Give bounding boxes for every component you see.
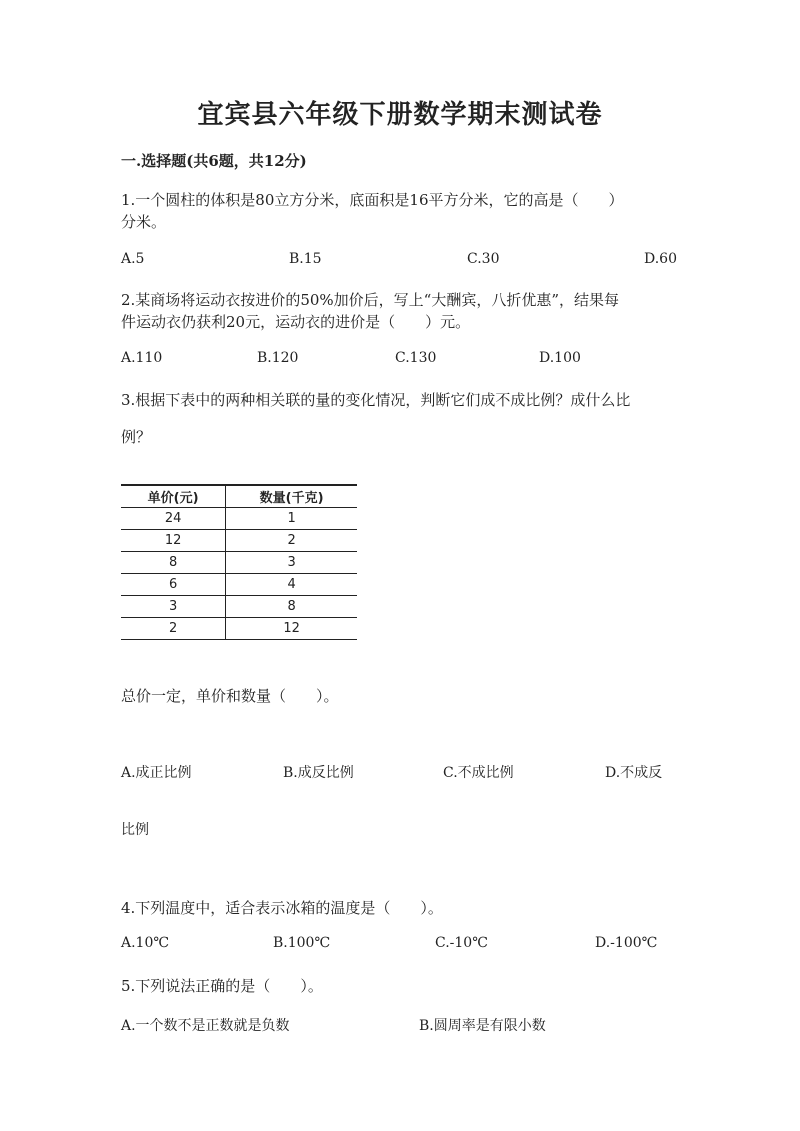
- table-cell: 12: [226, 618, 357, 640]
- question-1-option-a: A.5: [121, 251, 145, 267]
- question-3-stem: 总价一定，单价和数量（ ）。: [121, 687, 339, 705]
- question-3-line-1: 3.根据下表中的两种相关联的量的变化情况，判断它们成不成比例？成什么比: [121, 391, 631, 409]
- table-cell: 3: [121, 596, 226, 618]
- table-header-cell: 数量(千克): [226, 485, 357, 508]
- section-heading: 一.选择题(共6题，共12分): [121, 152, 307, 170]
- question-1-option-c: C.30: [467, 251, 500, 267]
- question-4-option-d: D.-100℃: [595, 935, 658, 951]
- table-cell: 6: [121, 574, 226, 596]
- question-3-option-c: C.不成比例: [443, 765, 514, 781]
- table-row: [121, 596, 357, 618]
- table-row: [121, 574, 357, 596]
- question-2-option-b: B.120: [257, 350, 299, 366]
- question-1-line-1: 1.一个圆柱的体积是80立方分米，底面积是16平方分米，它的高是（ ）: [121, 191, 624, 209]
- question-3-option-a: A.成正比例: [121, 765, 192, 781]
- question-5-option-a: A.一个数不是正数就是负数: [121, 1018, 290, 1034]
- table-cell: 4: [226, 574, 357, 596]
- table-header-cell: 单价(元): [121, 485, 226, 508]
- question-2-line-1: 2.某商场将运动衣按进价的50%加价后，写上“大酬宾，八折优惠”，结果每: [121, 291, 619, 309]
- question-5-line-1: 5.下列说法正确的是（ ）。: [121, 977, 323, 995]
- question-2-line-2: 件运动衣仍获利20元，运动衣的进价是（ ）元。: [121, 313, 471, 331]
- table-cell: 2: [121, 618, 226, 640]
- question-1-option-b: B.15: [289, 251, 322, 267]
- table-cell: 3: [226, 552, 357, 574]
- table-cell: 12: [121, 530, 226, 552]
- table-cell: 24: [121, 508, 226, 530]
- table-row: [121, 530, 357, 552]
- question-3-option-b: B.成反比例: [283, 765, 354, 781]
- table-row: [121, 552, 357, 574]
- question-4-option-c: C.-10℃: [435, 935, 488, 951]
- question-4-option-a: A.10℃: [121, 935, 170, 951]
- question-2-option-a: A.110: [121, 350, 163, 366]
- question-4-option-b: B.100℃: [273, 935, 331, 951]
- price-quantity-table: [121, 484, 357, 640]
- question-1-option-d: D.60: [644, 251, 677, 267]
- table-header-row: [121, 485, 357, 508]
- table-row: [121, 508, 357, 530]
- question-1-line-2: 分米。: [121, 213, 167, 231]
- question-2-option-c: C.130: [395, 350, 437, 366]
- page-title: 宜宾县六年级下册数学期末测试卷: [197, 100, 603, 130]
- question-2-option-d: D.100: [539, 350, 581, 366]
- question-3-option-d-wrap: 比例: [121, 822, 149, 838]
- table-row: [121, 618, 357, 640]
- question-4-line-1: 4.下列温度中，适合表示冰箱的温度是（ ）。: [121, 899, 443, 917]
- table-cell: 1: [226, 508, 357, 530]
- question-3-line-2: 例？: [121, 428, 152, 446]
- question-3-option-d: D.不成反: [605, 765, 663, 781]
- table-cell: 8: [121, 552, 226, 574]
- table-cell: 2: [226, 530, 357, 552]
- table-cell: 8: [226, 596, 357, 618]
- question-5-option-b: B.圆周率是有限小数: [419, 1018, 546, 1034]
